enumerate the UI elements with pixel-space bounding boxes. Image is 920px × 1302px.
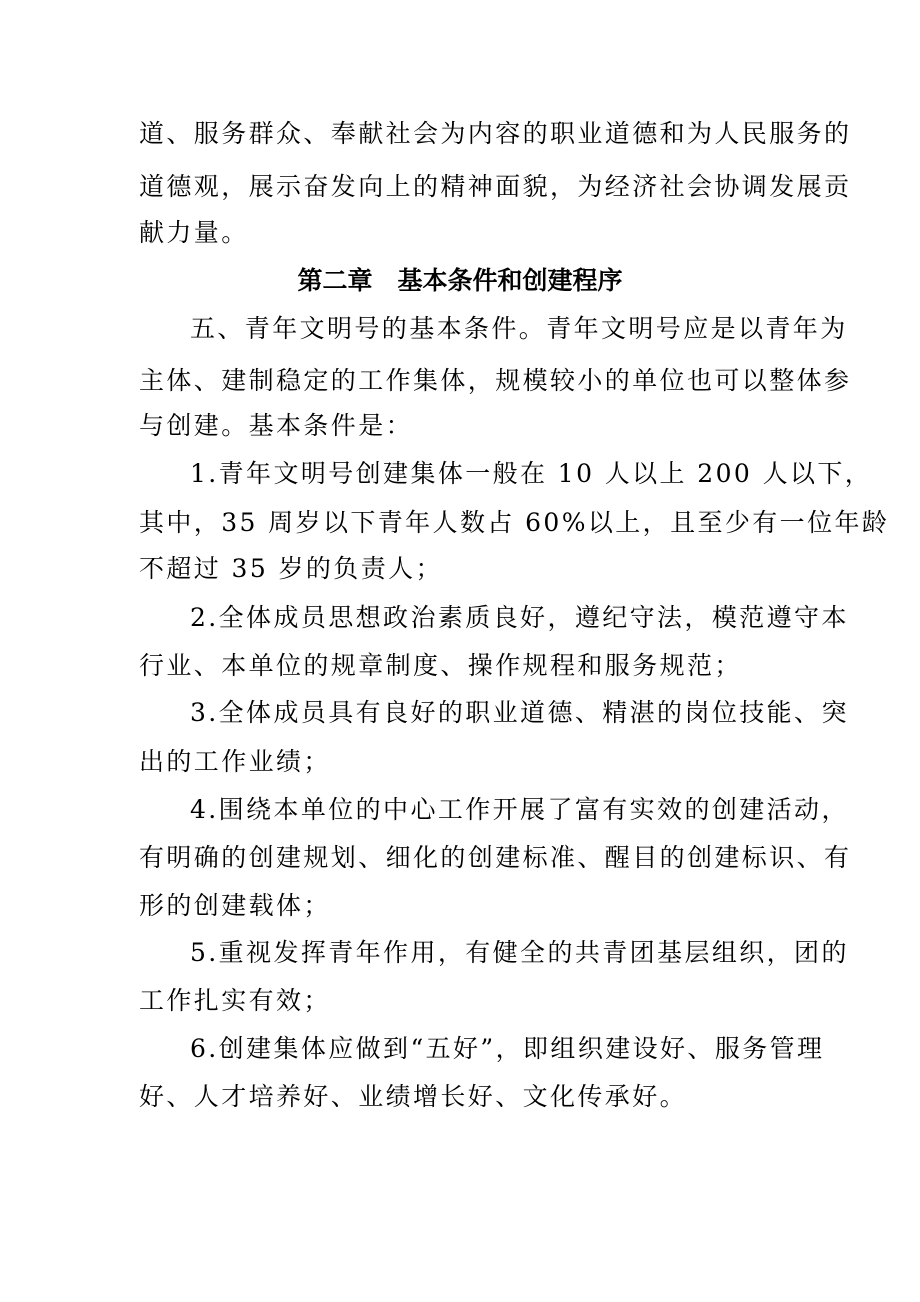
text-line: 6.创建集体应做到“五好”，即组织建设好、服务管理 [190,1034,825,1063]
text-line: 2.全体成员思想政治素质良好，遵纪守法，模范遵守本 [190,603,849,632]
text-line: 4.围绕本单位的中心工作开展了富有实效的创建活动， [190,795,849,824]
text-line: 道德观，展示奋发向上的精神面貌，为经济社会协调发展贡 [139,172,852,201]
text-line: 工作扎实有效； [139,986,331,1015]
text-line: 出的工作业绩； [139,747,331,776]
text-line: 3.全体成员具有良好的职业道德、精湛的岗位技能、突 [190,698,849,727]
chapter-heading: 第二章 基本条件和创建程序 [297,266,623,295]
text-line: 五、青年文明号的基本条件。青年文明号应是以青年为 [190,314,848,343]
text-line: 有明确的创建规划、细化的创建标准、醒目的创建标识、有 [139,843,852,872]
text-line: 形的创建载体； [139,891,331,920]
text-line: 不超过 35 岁的负责人； [139,554,443,583]
text-line: 其中，35 周岁以下青年人数占 60%以上，且至少有一位年龄 [139,508,890,537]
text-line: 献力量。 [139,218,249,247]
text-line: 与创建。基本条件是： [139,411,414,440]
text-line: 好、人才培养好、业绩增长好、文化传承好。 [139,1082,688,1111]
text-line: 行业、本单位的规章制度、操作规程和服务规范； [139,651,742,680]
text-line: 5.重视发挥青年作用，有健全的共青团基层组织，团的 [190,938,849,967]
text-line: 道、服务群众、奉献社会为内容的职业道德和为人民服务的 [139,119,852,148]
text-line: 1.青年文明号创建集体一般在 10 人以上 200 人以下， [190,459,873,488]
text-line: 主体、建制稳定的工作集体，规模较小的单位也可以整体参 [139,366,852,395]
